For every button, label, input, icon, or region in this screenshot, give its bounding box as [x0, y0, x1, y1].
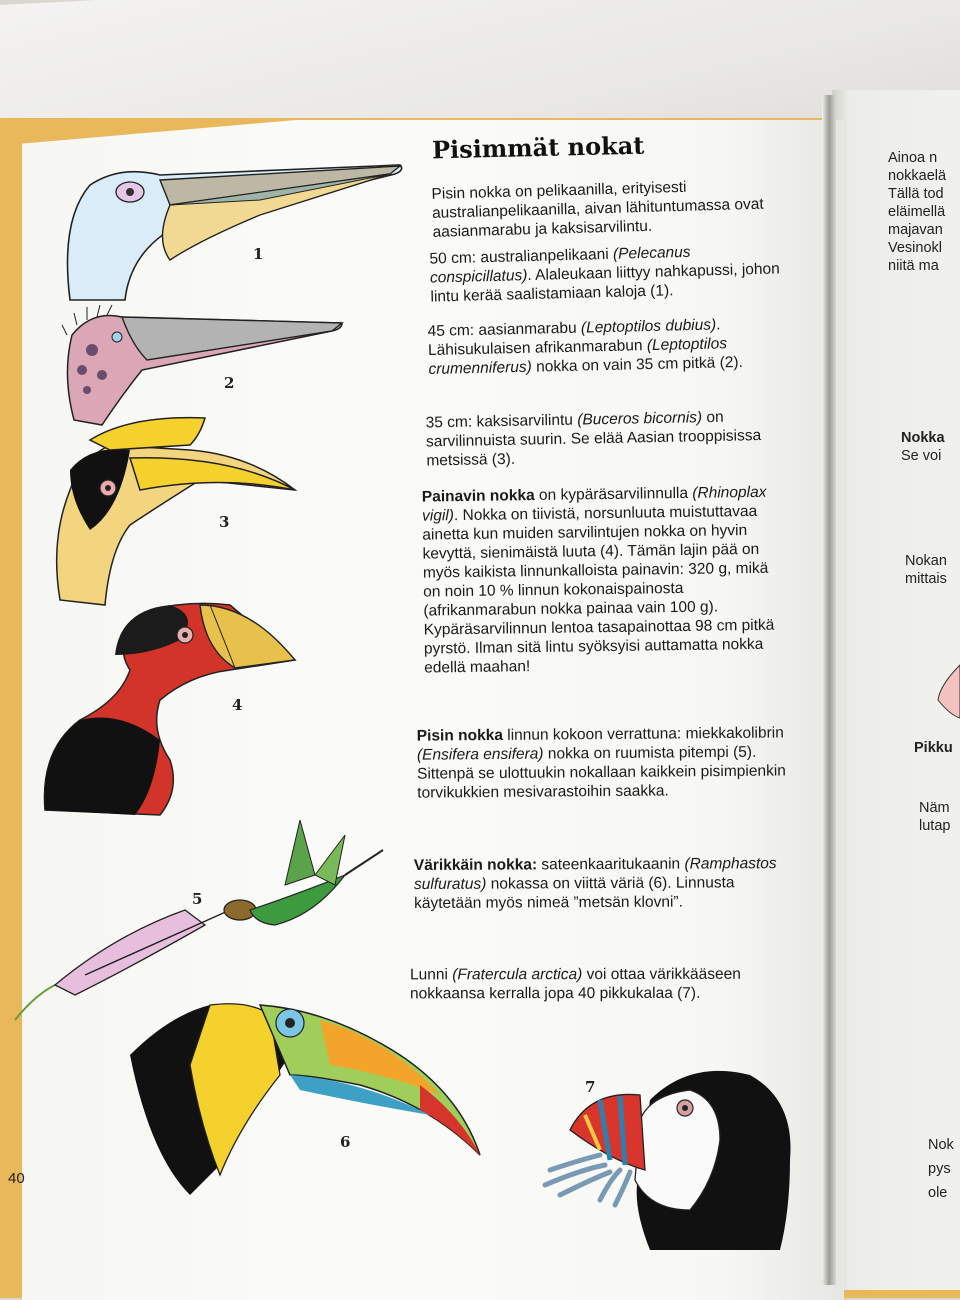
heaviest-beak-paragraph: Painavin nokka on kypäräsarvilinnulla (Rhinoplax vigil). Nokka on tiivistä, norsunluuta muistuttavaa ainetta kun muiden sarvilintujen nokka on hyvin kevyttä, sienimäistä luuta (4). Tämän lajin pää on myös kaikista linnunkalloista painavin: 320 g, mikä on noin 10 % linnun kokonaispainosta (afrikanmarabun nokka painaa vain 100 g). Kypäräsarvilinnun lentoa tasapainottaa 98 cm pitkä pyrstö. Ilman sitä lintu syöksyisi auttamatta nokka edellä maahan!: [421, 483, 775, 677]
puffin-paragraph: Lunni (Fratercula arctica) voi ottaa värikkääseen nokkaansa kerralla jopa 40 pikkukalaa (7).: [409, 965, 741, 1003]
figure-label-3: 3: [219, 513, 230, 531]
puffin-illustration: [540, 1060, 800, 1255]
right-page-illustration: [930, 660, 960, 720]
right-page-text: Se voi: [901, 448, 942, 464]
right-page-text: Tällä tod: [888, 186, 944, 202]
right-page-text: Nokan: [905, 553, 947, 569]
right-page-text: niitä ma: [888, 258, 939, 274]
figure-label-5: 5: [192, 890, 203, 908]
toucan-illustration: [130, 995, 485, 1200]
marabou-paragraph: 45 cm: aasianmarabu (Leptoptilos dubius). Lähisukulaisen afrikanmarabun (Leptoptilos crumenniferus) nokka on vain 35 cm pitkä (2).: [427, 316, 744, 379]
longest-relative-beak-paragraph: Pisin nokka linnun kokoon verrattuna: miekkakolibrin (Ensifera ensifera) nokka on ruumista pitempi (5). Sittenpä se ulottuukin nokallaan kaikkein pisimpienkin torvikukkien mesivarastoihin saakka.: [416, 724, 786, 802]
great-hornbill-illustration: [50, 410, 300, 610]
most-colorful-beak-paragraph: Värikkäin nokka: sateenkaaritukaanin (Ramphastos sulfuratus) nokassa on viittä väriä (6). Linnusta käytetään myös nimeä ”metsän klovni”.: [413, 855, 777, 913]
figure-label-6: 6: [340, 1133, 351, 1151]
right-page-text: lutap: [919, 818, 951, 834]
pelican-illustration: [60, 160, 405, 310]
right-page-text: mittais: [905, 571, 947, 587]
right-page-text: Vesinokl: [888, 240, 943, 256]
right-page-heading: Nokka: [901, 430, 945, 446]
right-page-text: Ainoa n: [888, 150, 938, 166]
hummingbird-illustration: [15, 815, 385, 1025]
helmeted-hornbill-illustration: [40, 600, 300, 820]
hornbill-paragraph: 35 cm: kaksisarvilintu (Buceros bicornis) on sarvilinnuista suurin. Se elää Aasian trooppisissa metsissä (3).: [425, 408, 762, 470]
right-page-text: pys: [928, 1161, 951, 1177]
right-page-text: ole: [928, 1185, 948, 1201]
figure-label-2: 2: [224, 374, 235, 392]
intro-paragraph: Pisin nokka on pelikaanilla, erityisesti australianpelikaanilla, aivan lähituntumassa ovat aasianmarabu ja kaksisarvilintu.: [431, 178, 764, 241]
page-title: Pisimmät nokat: [431, 130, 645, 165]
right-page-text: majavan: [888, 222, 943, 238]
figure-label-4: 4: [232, 696, 243, 714]
book-gutter: [822, 95, 836, 1285]
pelican-paragraph: 50 cm: australianpelikaani (Pelecanus conspicillatus). Alaleukaan liittyy nahkapussi, johon lintu kerää saalistamiaan kaloja (1).: [429, 243, 780, 306]
right-page-heading: Pikku: [914, 740, 953, 756]
right-page-text: Näm: [919, 800, 950, 816]
right-page-text: Nok: [928, 1137, 954, 1153]
figure-label-1: 1: [253, 245, 264, 263]
page-number: 40: [8, 1170, 25, 1187]
right-page-text: eläimellä: [888, 204, 946, 220]
right-page-text: nokkaelä: [888, 168, 947, 184]
figure-label-7: 7: [585, 1078, 596, 1096]
